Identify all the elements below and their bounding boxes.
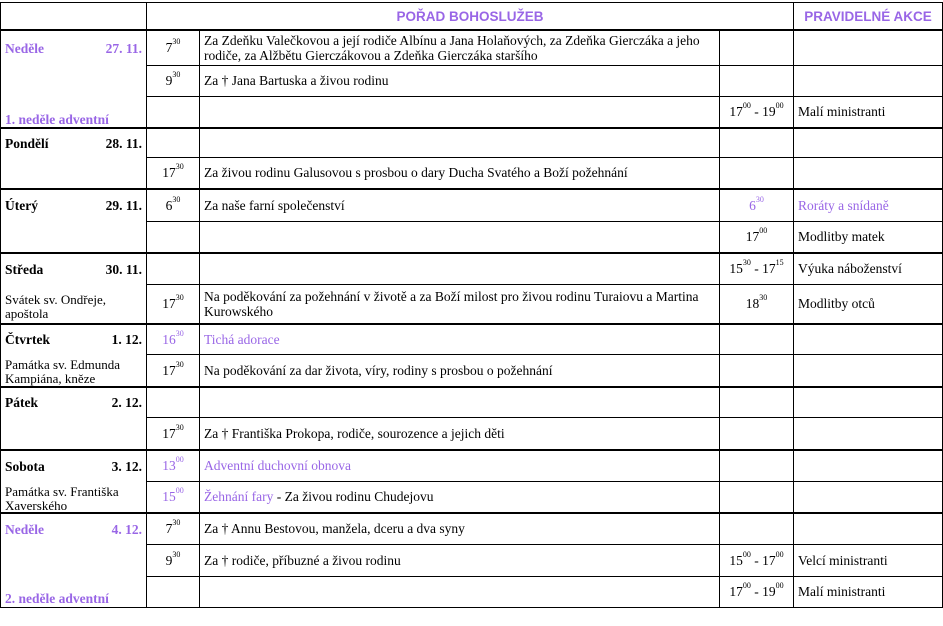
event-time: $15^{00} - 17^{00}$	[720, 544, 794, 576]
day-cell-saturday	[1, 450, 147, 513]
mass-intention: Za † Annu Bestovou, manžela, dceru a dva syny	[200, 513, 720, 544]
event-time: $6^{30}$	[720, 189, 794, 221]
feast-label: Svátek sv. Ondřeje, apoštola	[5, 292, 106, 321]
mass-time: $15^{00}$	[147, 481, 200, 513]
mass-intention: Tichá adorace	[200, 324, 720, 354]
table-row	[1, 387, 943, 417]
feast-label: Památka sv. Edmunda Kampiána, kněze	[5, 357, 121, 386]
mass-intention: Za živou rodinu Galusovou s prosbou o dary Ducha Svatého a Boží požehnání	[200, 157, 720, 189]
mass-time: $9^{30}$	[147, 544, 200, 576]
feast-label: 1. neděle adventní	[5, 112, 109, 127]
table-row	[1, 128, 943, 157]
header-row	[1, 3, 943, 31]
day-name: Neděle	[5, 41, 44, 56]
mass-intention: Adventní duchovní obnova	[200, 450, 720, 481]
day-cell-sunday-1	[1, 30, 147, 128]
intention-text: - Za živou rodinu Chudejovu	[273, 489, 434, 505]
header-empty	[1, 3, 147, 31]
mass-time: $17^{30}$	[147, 417, 200, 450]
table-row	[1, 189, 943, 221]
day-name: Středa	[5, 262, 44, 277]
day-date: 28. 11.	[105, 136, 142, 151]
day-date: 29. 11.	[105, 198, 142, 213]
event-time: $15^{30} - 17^{15}$	[720, 253, 794, 284]
event-time	[720, 30, 794, 65]
day-date: 27. 11.	[105, 41, 142, 56]
table-row	[1, 513, 943, 544]
feast-label: 2. neděle adventní	[5, 591, 109, 606]
mass-time: $13^{00}$	[147, 450, 200, 481]
day-name: Pátek	[5, 395, 38, 410]
table-row	[1, 450, 943, 481]
day-name: Úterý	[5, 198, 38, 213]
event-name: Roráty a snídaně	[794, 189, 943, 221]
table-row	[1, 253, 943, 284]
services-header: POŘAD BOHOSLUŽEB	[147, 3, 794, 31]
mass-intention: Za † rodiče, příbuzné a živou rodinu	[200, 544, 720, 576]
day-cell-sunday-2	[1, 513, 147, 607]
blessing-label: Žehnání fary	[204, 489, 274, 505]
event-name: Malí ministranti	[794, 96, 943, 128]
feast-label: Památka sv. Františka Xaverského	[5, 484, 119, 513]
mass-time: $17^{30}$	[147, 284, 200, 324]
mass-time: $7^{30}$	[147, 513, 200, 544]
event-name: Malí ministranti	[794, 576, 943, 607]
day-date: 1. 12.	[111, 332, 142, 347]
mass-time: $17^{30}$	[147, 157, 200, 189]
event-time: $17^{00}$	[720, 221, 794, 253]
table-row	[1, 30, 943, 65]
day-date: 2. 12.	[111, 395, 142, 410]
day-date: 3. 12.	[111, 459, 142, 474]
day-name: Čtvrtek	[5, 332, 50, 347]
event-time: $18^{30}$	[720, 284, 794, 324]
day-date: 30. 11.	[105, 262, 142, 277]
mass-intention: Na poděkování za dar života, víry, rodiny s prosbou o požehnání	[200, 354, 720, 387]
mass-time: $7^{30}$	[147, 30, 200, 65]
day-cell-friday	[1, 387, 147, 450]
day-name: Neděle	[5, 522, 44, 537]
day-cell-tuesday	[1, 189, 147, 253]
event-time: $17^{00} - 19^{00}$	[720, 96, 794, 128]
day-name: Pondělí	[5, 136, 49, 151]
schedule-table	[0, 2, 943, 608]
mass-intention: Za Zdeňku Valečkovou a její rodiče Albínu a Jana Holaňových, za Zdeňka Gierczáka a jeho rodiče, za Alžbětu Gierczákovou a Zdeňka Gierczáka staršího	[200, 30, 720, 65]
mass-time: $6^{30}$	[147, 189, 200, 221]
table-row	[1, 324, 943, 354]
mass-intention	[200, 481, 720, 513]
events-header: PRAVIDELNÉ AKCE	[794, 3, 943, 31]
event-name: Velcí ministranti	[794, 544, 943, 576]
event-time: $17^{00} - 19^{00}$	[720, 576, 794, 607]
mass-intention: Za † Jana Bartuska a živou rodinu	[200, 65, 720, 96]
day-cell-thursday	[1, 324, 147, 387]
day-cell-monday	[1, 128, 147, 189]
mass-intention: Za naše farní společenství	[200, 189, 720, 221]
day-name: Sobota	[5, 459, 45, 474]
event-name: Výuka náboženství	[794, 253, 943, 284]
day-date: 4. 12.	[111, 522, 142, 537]
mass-time: $9^{30}$	[147, 65, 200, 96]
mass-time: $17^{30}$	[147, 354, 200, 387]
event-name: Modlitby otců	[794, 284, 943, 324]
mass-intention: Za † Františka Prokopa, rodiče, sourozence a jejich děti	[200, 417, 720, 450]
event-name: Modlitby matek	[794, 221, 943, 253]
day-cell-wednesday	[1, 253, 147, 324]
mass-time: $16^{30}$	[147, 324, 200, 354]
event-name	[794, 30, 943, 65]
mass-intention: Na poděkování za požehnání v životě a za Boží milost pro živou rodinu Turaiovu a Martina Kurowského	[200, 284, 720, 324]
